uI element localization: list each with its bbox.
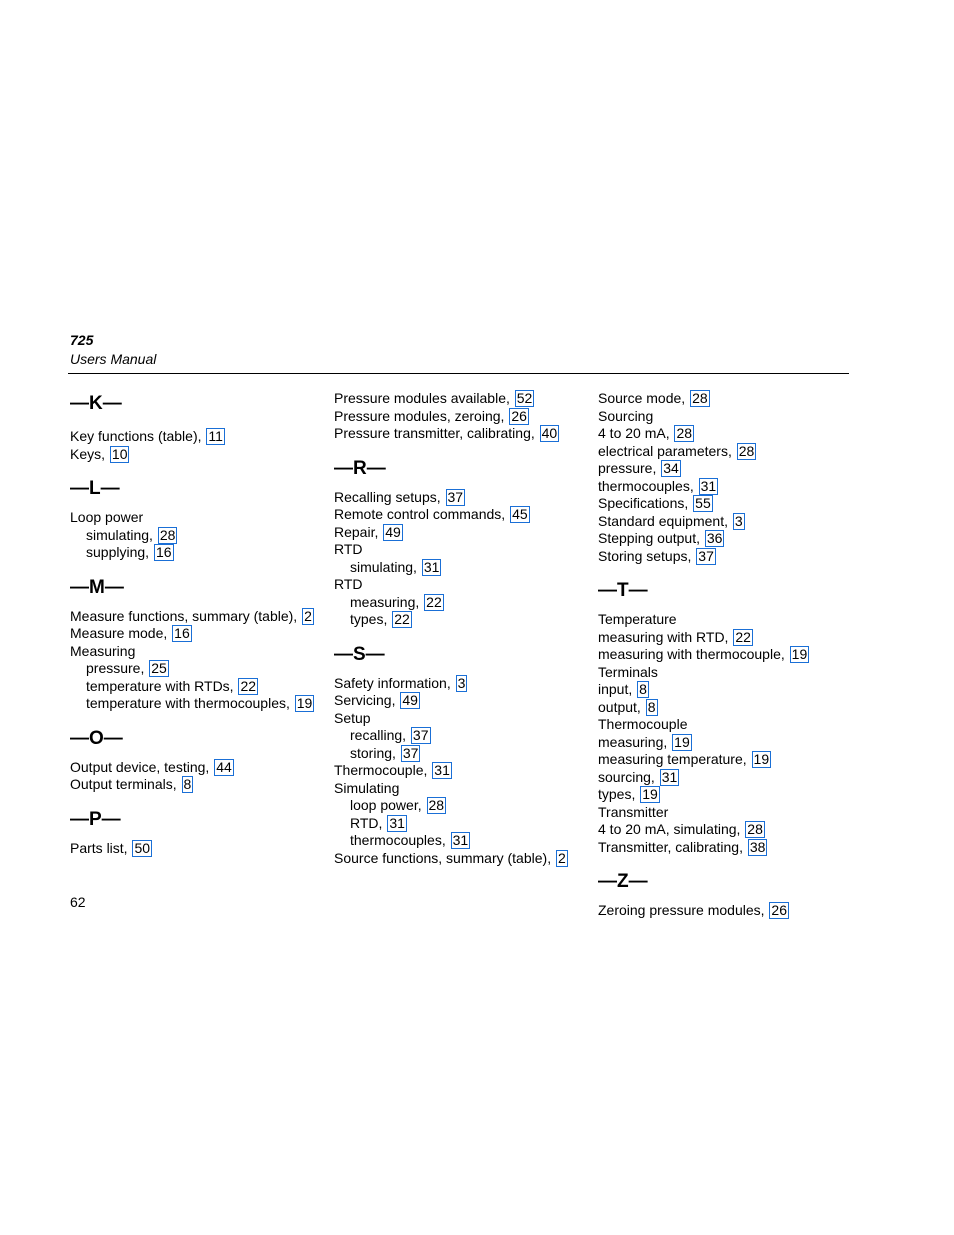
page-reference-link[interactable]: 36 (706, 530, 723, 546)
page-reference-link[interactable]: 22 (426, 593, 442, 610)
index-entry-label: Recalling setups, (334, 488, 445, 505)
page-reference-link[interactable]: 49 (385, 523, 401, 540)
index-entry (598, 443, 854, 461)
page-reference-link[interactable]: 40 (541, 425, 558, 441)
page-reference-link[interactable]: 31 (434, 762, 450, 778)
index-column-2 (334, 390, 592, 867)
page-reference-link[interactable]: 28 (747, 821, 763, 837)
page-reference-link[interactable]: 8 (639, 681, 647, 697)
page-reference-link[interactable]: 37 (447, 488, 464, 505)
index-entry-label: measuring with RTD, (598, 628, 733, 645)
index-entry (334, 524, 592, 542)
index-entry-label: output, (598, 698, 645, 715)
index-subentry (334, 559, 592, 577)
index-entry-label: Remote control commands, (334, 506, 510, 522)
index-letter-heading: —O— (70, 727, 123, 749)
index-entry-label: Thermocouple, (334, 762, 432, 778)
index-entry-label: storing, (350, 744, 400, 761)
index-entry-label: measuring temperature, (598, 751, 751, 767)
index-entry (598, 629, 854, 647)
index-entry-label: Zeroing pressure modules, (598, 902, 769, 918)
index-entry (334, 408, 592, 426)
index-subentry (70, 660, 330, 678)
page-reference-link[interactable]: 19 (642, 786, 658, 802)
page-reference-link[interactable]: 19 (791, 646, 808, 662)
index-entry (598, 548, 854, 566)
index-entry-label: input, (598, 681, 637, 697)
index-entry-label: Transmitter, calibrating, (598, 838, 747, 855)
page-reference-link[interactable]: 22 (240, 677, 257, 694)
index-entry-label: measuring with thermocouple, (598, 646, 789, 662)
index-entry-label: pressure, (86, 660, 149, 676)
index-entry (334, 780, 592, 798)
index-entry-label: Standard equipment, (598, 512, 732, 529)
page-reference-link[interactable]: 55 (695, 495, 711, 511)
index-entry-label: Thermocouple (598, 716, 688, 732)
index-entry-label: Output device, testing, (70, 758, 214, 775)
index-entry (70, 625, 330, 643)
page-reference-link[interactable]: 22 (735, 628, 751, 645)
index-entry-label: pressure, (598, 460, 661, 476)
index-subentry (334, 797, 592, 815)
index-entry (70, 428, 330, 446)
index-entry (334, 692, 592, 710)
page-reference-link[interactable]: 37 (412, 727, 429, 743)
page-reference-link[interactable]: 28 (159, 526, 176, 543)
index-letter-heading: —L— (70, 478, 120, 499)
index-entry (598, 699, 854, 717)
page-reference-link[interactable]: 37 (698, 547, 714, 564)
page-reference-link[interactable]: 19 (753, 751, 770, 767)
index-entry-label: types, (350, 611, 392, 627)
page-reference-link[interactable]: 28 (428, 797, 445, 813)
index-letter-heading: —T— (598, 580, 648, 601)
page-reference-link[interactable]: 3 (734, 512, 743, 529)
index-entry (334, 425, 592, 443)
index-entry (598, 390, 854, 408)
index-subentry (334, 832, 592, 850)
page-reference-link[interactable]: 31 (700, 477, 717, 494)
index-entry-label: Sourcing (598, 407, 654, 424)
index-entry (70, 840, 330, 858)
index-entry (598, 478, 854, 496)
index-entry (598, 821, 854, 839)
index-entry (598, 664, 854, 682)
index-entry (598, 530, 854, 548)
index-entry-label: electrical parameters, (598, 442, 736, 459)
index-letter-heading: —K— (70, 393, 122, 414)
index-entry-label: Key functions (table), (70, 428, 206, 444)
index-entry-label: thermocouples, (350, 832, 450, 848)
index-entry (598, 611, 854, 629)
index-entry (70, 509, 330, 527)
page-reference-link[interactable]: 49 (402, 692, 418, 708)
index-entry-label: types, (598, 786, 640, 802)
index-entry-label: Repair, (334, 523, 383, 540)
index-entry-label: Transmitter (598, 803, 669, 820)
index-subentry (334, 745, 592, 763)
index-entry-label: Pressure transmitter, calibrating, (334, 425, 539, 441)
index-letter-heading: —S— (334, 643, 385, 665)
index-entry (334, 762, 592, 780)
page-reference-link[interactable]: 34 (663, 460, 679, 476)
index-entry (598, 769, 854, 787)
page-reference-link[interactable]: 31 (389, 814, 405, 831)
page-reference-link[interactable]: 28 (738, 442, 755, 459)
page-reference-link[interactable]: 26 (771, 902, 787, 918)
page-reference-link[interactable]: 38 (749, 838, 766, 855)
index-entry (334, 850, 592, 868)
index-entry (598, 681, 854, 699)
index-entry-label: simulating, (86, 526, 157, 543)
index-entry (598, 495, 854, 513)
index-entry (598, 751, 854, 769)
index-column-1 (70, 390, 330, 857)
index-entry-label: Source functions, summary (table), (334, 849, 555, 866)
index-entry (598, 408, 854, 426)
page-reference-link[interactable]: 25 (151, 660, 167, 676)
index-entry (334, 390, 592, 408)
index-entry-label: loop power, (350, 797, 426, 813)
index-entry (334, 541, 592, 559)
index-entry-label: RTD (334, 576, 363, 592)
page-reference-link[interactable]: 10 (111, 445, 128, 462)
index-entry-label: Parts list, (70, 839, 132, 856)
page-reference-link[interactable]: 16 (155, 544, 172, 560)
page-reference-link[interactable]: 31 (423, 558, 440, 575)
page-reference-link[interactable]: 8 (183, 776, 192, 792)
index-entry-label: supplying, (86, 544, 153, 560)
page-reference-link[interactable]: 52 (516, 390, 533, 406)
index-entry (598, 460, 854, 478)
index-subentry (334, 815, 592, 833)
page-reference-link[interactable]: 28 (676, 425, 693, 441)
index-entry-label: Stepping output, (598, 530, 704, 546)
index-entry (334, 710, 592, 728)
index-entry-label: Temperature (598, 611, 677, 627)
page-reference-link[interactable]: 11 (208, 428, 223, 444)
index-entry-label: Keys, (70, 445, 109, 462)
manual-model-number: 725 (70, 332, 94, 348)
page-reference-link[interactable]: 50 (134, 839, 151, 856)
index-entry-label: RTD, (350, 814, 387, 831)
header-divider (68, 373, 849, 374)
index-entry-label: Servicing, (334, 692, 400, 708)
page-reference-link[interactable]: 16 (174, 625, 190, 641)
index-entry-label: temperature with RTDs, (86, 677, 238, 694)
index-entry-label: Safety information, (334, 674, 455, 691)
index-entry-label: Terminals (598, 663, 658, 680)
index-entry-label: Specifications, (598, 495, 693, 511)
index-entry-label: Output terminals, (70, 776, 181, 792)
index-entry (598, 902, 854, 920)
index-letter-heading: —M— (70, 576, 124, 598)
index-entry (598, 425, 854, 443)
page-reference-link[interactable]: 44 (216, 758, 232, 775)
index-entry-label: Source mode, (598, 390, 690, 406)
index-entry (70, 643, 330, 661)
index-entry-label: thermocouples, (598, 477, 698, 494)
index-entry (598, 839, 854, 857)
index-subentry (334, 611, 592, 629)
index-entry (334, 489, 592, 507)
index-entry (334, 506, 592, 524)
index-entry-label: Measuring (70, 642, 136, 659)
index-letter-heading: —R— (334, 457, 386, 479)
page-reference-link[interactable]: 2 (557, 849, 566, 866)
index-entry (70, 446, 330, 464)
page-number: 62 (70, 894, 86, 910)
page-reference-link[interactable]: 8 (647, 698, 656, 715)
index-entry (598, 646, 854, 664)
index-entry-label: RTD (334, 541, 363, 557)
index-entry-label: Simulating (334, 779, 400, 796)
index-subentry (334, 727, 592, 745)
index-entry (70, 759, 330, 777)
index-column-3 (598, 390, 854, 920)
index-entry-label: Measure functions, summary (table), (70, 607, 302, 624)
page-reference-link[interactable]: 37 (402, 744, 419, 761)
page-reference-link[interactable]: 3 (457, 674, 466, 691)
index-entry (334, 675, 592, 693)
page-reference-link[interactable]: 22 (394, 611, 410, 627)
page-reference-link[interactable]: 26 (511, 407, 527, 424)
index-entry-label: Pressure modules, zeroing, (334, 407, 509, 424)
index-letter-heading: —Z— (598, 871, 648, 892)
index-entry-label: Measure mode, (70, 625, 172, 641)
page-reference-link[interactable]: 31 (452, 832, 469, 848)
index-entry-label: temperature with thermocouples, (86, 695, 294, 711)
index-entry (598, 716, 854, 734)
index-subentry (70, 527, 330, 545)
index-entry-label: Setup (334, 709, 371, 726)
index-entry-label: simulating, (350, 558, 421, 575)
index-letter-heading: —P— (70, 808, 121, 830)
index-entry-label: 4 to 20 mA, (598, 425, 674, 441)
index-entry (70, 608, 330, 626)
index-entry (334, 576, 592, 594)
index-entry-label: 4 to 20 mA, simulating, (598, 821, 745, 837)
index-entry-label: recalling, (350, 727, 410, 743)
page-reference-link[interactable]: 45 (512, 506, 528, 522)
page-reference-link[interactable]: 19 (296, 695, 313, 711)
index-entry-label: measuring, (598, 733, 672, 750)
index-entry (598, 804, 854, 822)
page-reference-link[interactable]: 19 (674, 733, 690, 750)
page-reference-link[interactable]: 28 (692, 390, 708, 406)
page-reference-link[interactable]: 2 (304, 607, 312, 624)
manual-title: Users Manual (70, 351, 157, 367)
index-subentry (70, 544, 330, 562)
index-entry-label: sourcing, (598, 768, 659, 785)
index-entry-label: Loop power (70, 509, 144, 525)
index-entry (598, 513, 854, 531)
index-entry-label: Pressure modules available, (334, 390, 514, 406)
index-subentry (334, 594, 592, 612)
index-subentry (70, 695, 330, 713)
index-entry-label: Storing setups, (598, 547, 696, 564)
index-entry-label: measuring, (350, 593, 424, 610)
index-entry (598, 734, 854, 752)
page-reference-link[interactable]: 31 (661, 768, 678, 785)
index-entry (70, 776, 330, 794)
index-subentry (70, 678, 330, 696)
index-entry (598, 786, 854, 804)
